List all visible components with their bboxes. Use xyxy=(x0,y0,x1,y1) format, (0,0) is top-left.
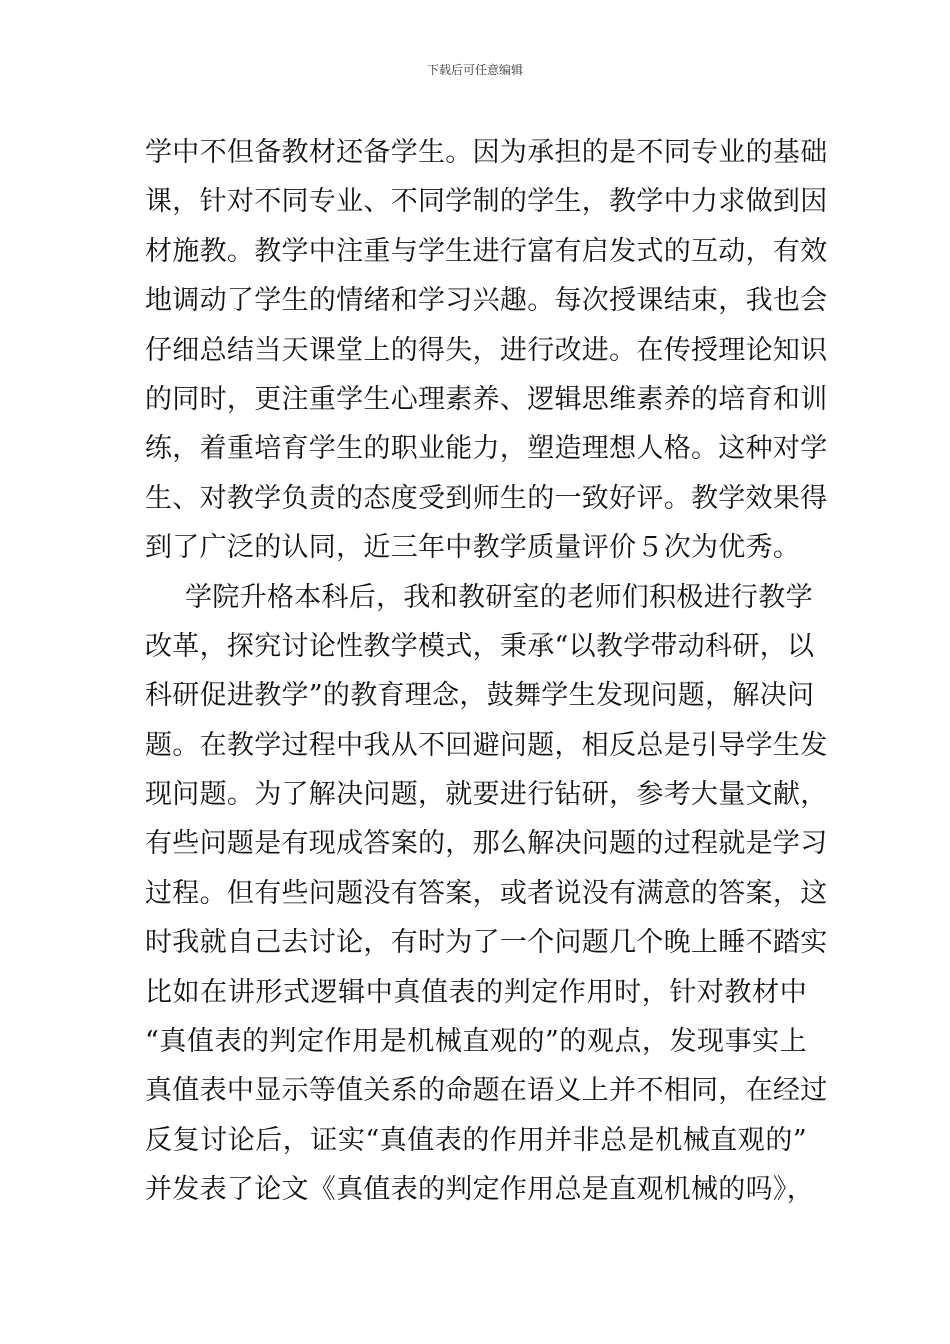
text-line: 并发表了论文《真值表的判定作用总是直观机械的吗》， xyxy=(145,1174,814,1206)
text-line: 科研促进教学”的教育理念，鼓舞学生发现问题，解决问 xyxy=(145,680,815,712)
text-line: 过程。但有些问题没有答案，或者说没有满意的答案，这 xyxy=(145,877,828,909)
text-line: 地调动了学生的情绪和学习兴趣。每次授课结束，我也会 xyxy=(145,285,828,317)
text-line: 仔细总结当天课堂上的得失，进行改进。在传授理论知识 xyxy=(145,334,828,366)
text-line: 练，着重培育学生的职业能力，塑造理想人格。这种对学 xyxy=(145,433,828,465)
paragraph-start-line: 学院升格本科后，我和教研室的老师们积极进行教学 xyxy=(185,581,813,613)
text-line: 学中不但备教材还备学生。因为承担的是不同专业的基础 xyxy=(145,137,828,168)
text-line: 改革，探究讨论性教学模式，秉承“以教学带动科研，以 xyxy=(145,630,815,662)
document-body xyxy=(145,128,828,1215)
text-line: 材施教。教学中注重与学生进行富有启发式的互动，有效 xyxy=(145,235,828,267)
text-line: 时我就自己去讨论，有时为了一个问题几个晚上睡不踏实 xyxy=(145,927,828,959)
text-line: 反复讨论后，证实“真值表的作用并非总是机械直观的” xyxy=(145,1124,807,1156)
text-line: 真值表中显示等值关系的命题在语义上并不相同，在经过 xyxy=(145,1075,828,1107)
text-line: 课，针对不同专业、不同学制的学生，教学中力求做到因 xyxy=(145,186,828,218)
text-line: 现问题。为了解决问题，就要进行钻研，参考大量文献， xyxy=(145,779,828,811)
page-header: 下载后可任意编辑 xyxy=(426,63,523,77)
text-line: “真值表的判定作用是机械直观的”的观点，发现事实上 xyxy=(145,1026,807,1058)
text-line: 的同时，更注重学生心理素养、逻辑思维素养的培育和训 xyxy=(145,383,828,415)
text-line: 题。在教学过程中我从不回避问题，相反总是引导学生发 xyxy=(145,729,828,761)
paragraph-end-line: 到了广泛的认同，近三年中教学质量评价５次为优秀。 xyxy=(145,532,801,564)
text-line: 比如在讲形式逻辑中真值表的判定作用时，针对教材中 xyxy=(145,976,807,1008)
text-line: 生、对教学负责的态度受到师生的一致好评。教学效果得 xyxy=(145,482,828,514)
text-line: 有些问题是有现成答案的，那么解决问题的过程就是学习 xyxy=(145,828,828,860)
